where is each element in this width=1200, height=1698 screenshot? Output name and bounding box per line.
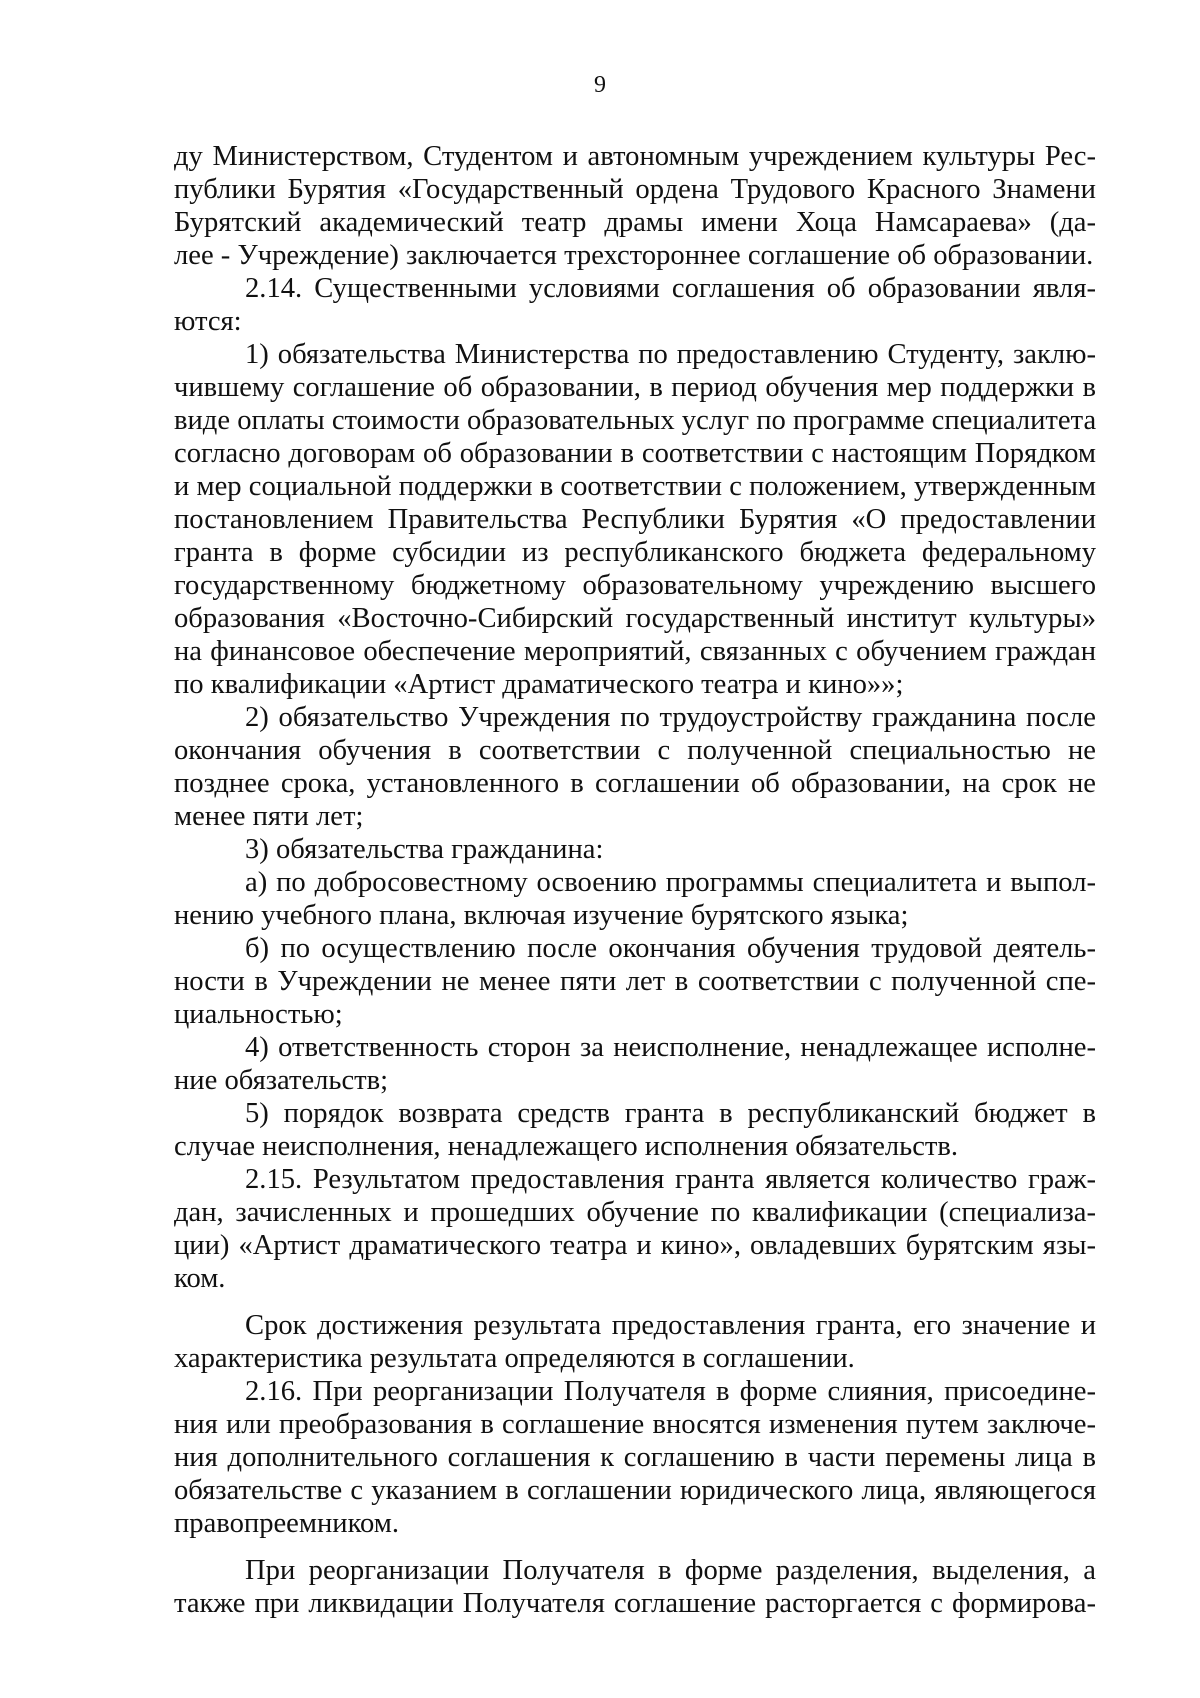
text-line: нению учебного плана, включая изучение бурятского языка; xyxy=(174,900,909,931)
text-line: характеристика результата определяются в соглашении. xyxy=(174,1343,855,1374)
text-line: по квалификации «Артист драматического театра и кино»»; xyxy=(174,669,904,700)
text-line: ются: xyxy=(174,306,242,337)
text-line: При реорганизации Получателя в форме разделения, выделения, а xyxy=(245,1555,1096,1586)
text-line: а) по добросовестному освоению программы специалитета и выпол- xyxy=(245,867,1096,898)
text-line: 2.16. При реорганизации Получателя в форме слияния, присоедине- xyxy=(245,1376,1096,1407)
paragraph xyxy=(174,1031,1096,1097)
text-line: 2.15. Результатом предоставления гранта является количество граж- xyxy=(245,1164,1096,1195)
text-line: 2) обязательство Учреждения по трудоустройству гражданина после xyxy=(245,702,1096,733)
text-line: 5) порядок возврата средств гранта в республиканский бюджет в xyxy=(245,1098,1096,1129)
text-line: окончания обучения в соответствии с полученной специальностью не xyxy=(174,735,1096,766)
text-line: позднее срока, установленного в соглашении об образовании, на срок не xyxy=(174,768,1096,799)
paragraph xyxy=(174,140,1096,272)
paragraph xyxy=(174,272,1096,338)
paragraph xyxy=(174,1163,1096,1295)
text-line: согласно договорам об образовании в соответствии с настоящим Порядком xyxy=(174,438,1096,469)
text-line: государственному бюджетному образовательному учреждению высшего xyxy=(174,570,1096,601)
text-line: случае неисполнения, ненадлежащего исполнения обязательств. xyxy=(174,1131,959,1162)
document-body xyxy=(174,140,1096,1620)
text-line: правопреемником. xyxy=(174,1508,400,1539)
paragraph xyxy=(174,1554,1096,1620)
text-line: и мер социальной поддержки в соответствии с положением, утвержденным xyxy=(174,471,1096,502)
text-line: Бурятский академический театр драмы имени Хоца Намсараева» (да- xyxy=(174,207,1096,238)
text-line: Срок достижения результата предоставления гранта, его значение и xyxy=(245,1310,1096,1341)
text-line: постановлением Правительства Республики Бурятия «О предоставлении xyxy=(174,504,1096,535)
text-line: 4) ответственность сторон за неисполнение, ненадлежащее исполне- xyxy=(245,1032,1096,1063)
text-line: лее - Учреждение) заключается трехстороннее соглашение об образовании. xyxy=(174,240,1094,271)
text-line: дан, зачисленных и прошедших обучение по квалификации (специализа- xyxy=(174,1197,1096,1228)
paragraph xyxy=(174,932,1096,1031)
text-line: менее пяти лет; xyxy=(174,801,364,832)
text-line: обязательстве с указанием в соглашении юридического лица, являющегося xyxy=(174,1475,1096,1506)
paragraph xyxy=(174,1375,1096,1540)
text-line: ду Министерством, Студентом и автономным учреждением культуры Рес- xyxy=(174,141,1096,172)
text-line: гранта в форме субсидии из республиканского бюджета федеральному xyxy=(174,537,1096,568)
text-line: циальностью; xyxy=(174,999,343,1030)
text-line: ком. xyxy=(174,1263,226,1294)
paragraph xyxy=(174,1309,1096,1375)
paragraph xyxy=(174,338,1096,701)
paragraph xyxy=(174,833,1096,866)
text-line: на финансовое обеспечение мероприятий, связанных с обучением граждан xyxy=(174,636,1096,667)
paragraph xyxy=(174,701,1096,833)
text-line: ния или преобразования в соглашение вносятся изменения путем заключе- xyxy=(174,1409,1096,1440)
text-line: ции) «Артист драматического театра и кино», овладевших бурятским язы- xyxy=(174,1230,1096,1261)
page-number: 9 xyxy=(594,72,606,98)
text-line: 2.14. Существенными условиями соглашения об образовании явля- xyxy=(245,273,1096,304)
text-line: ния дополнительного соглашения к соглашению в части перемены лица в xyxy=(174,1442,1096,1473)
text-line: ние обязательств; xyxy=(174,1065,389,1096)
text-line: также при ликвидации Получателя соглашение расторгается с формирова- xyxy=(174,1588,1096,1619)
text-line: 3) обязательства гражданина: xyxy=(245,834,604,865)
text-line: образования «Восточно-Сибирский государственный институт культуры» xyxy=(174,603,1096,634)
text-line: 1) обязательства Министерства по предоставлению Студенту, заклю- xyxy=(245,339,1096,370)
paragraph xyxy=(174,1097,1096,1163)
text-line: чившему соглашение об образовании, в период обучения мер поддержки в xyxy=(174,372,1096,403)
text-line: виде оплаты стоимости образовательных услуг по программе специалитета xyxy=(174,405,1097,436)
paragraph xyxy=(174,866,1096,932)
text-line: б) по осуществлению после окончания обучения трудовой деятель- xyxy=(245,933,1096,964)
text-line: ности в Учреждении не менее пяти лет в соответствии с полученной спе- xyxy=(174,966,1096,997)
text-line: публики Бурятия «Государственный ордена Трудового Красного Знамени xyxy=(174,174,1096,205)
